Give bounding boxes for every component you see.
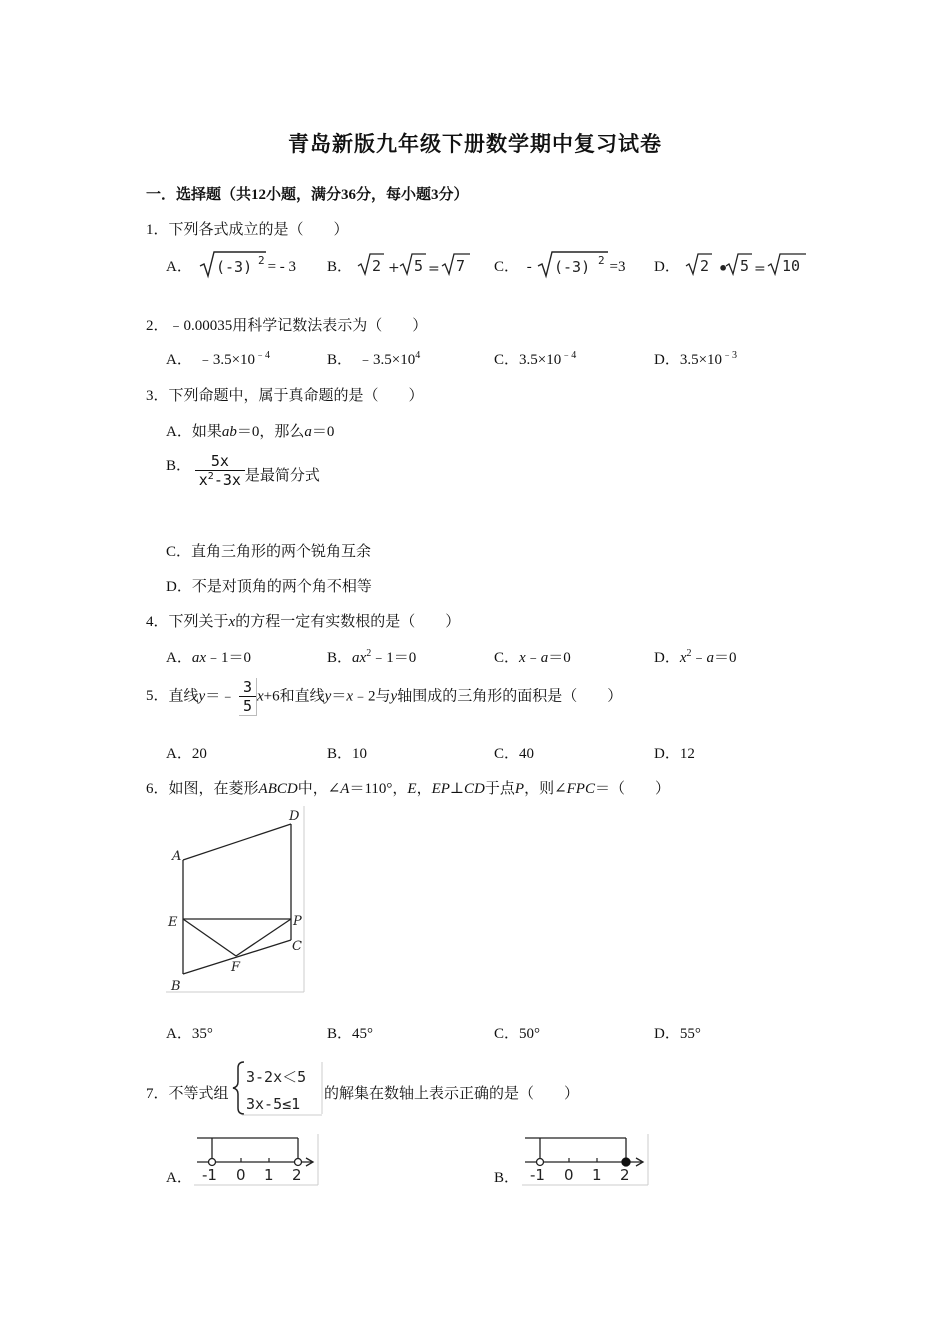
q7-ineq-2: 3x-5≤1 <box>246 1095 301 1113</box>
q2-option-c[interactable]: C．$3.5\times 10^{﹣4}$ <box>494 350 577 368</box>
q1a-exponent: 2 <box>257 254 265 267</box>
label-e: E <box>168 915 178 930</box>
label-b: B <box>171 979 181 994</box>
q1d-expr <box>684 252 814 283</box>
tick-label: 0 <box>564 1166 574 1184</box>
q1-option-d[interactable]: D． 2 • 5 = 10 <box>654 252 814 283</box>
label-c: C <box>292 939 302 954</box>
question-3-stem: 3．下列命题中，属于真命题的是（ ） <box>146 388 424 404</box>
question-7-stem-tail: 的解集在数轴上表示正确的是（ ） <box>324 1086 580 1102</box>
q1b-radicand-2: 5 <box>413 257 423 275</box>
q1c-radicand: (-3) <box>553 258 590 276</box>
q1c-radical-expr <box>536 250 610 285</box>
tick-label: -1 <box>530 1166 545 1184</box>
page-title: 青岛新版九年级下册数学期中复习试卷 <box>288 132 662 156</box>
q1-option-b[interactable]: B． 2 + 5 = 7 <box>327 252 496 283</box>
open-point-right <box>295 1159 302 1166</box>
tick-label: 1 <box>592 1166 602 1184</box>
segment-ef <box>183 919 236 956</box>
q1a-radicand: (-3) <box>215 258 252 276</box>
q1b-eq: = <box>427 261 440 277</box>
q6-option-a[interactable]: A．35° <box>166 1026 213 1042</box>
edge-ad <box>183 824 291 860</box>
tick-label: 2 <box>620 1166 630 1184</box>
q5-option-c[interactable]: C．40 <box>494 746 535 762</box>
q4-option-c[interactable]: C．x﹣a＝0 <box>494 650 571 666</box>
q1a-radical-expr <box>198 250 268 285</box>
question-2-stem: 2．﹣0.00035用科学记数法表示为（ ） <box>146 318 428 334</box>
q4-option-d[interactable]: D．$x^2﹣a=0$ <box>654 648 737 666</box>
q6-option-b[interactable]: B．45° <box>327 1026 374 1042</box>
label-d: D <box>289 809 300 824</box>
q2-option-b[interactable]: B． $﹣3.5\times 10^4$ <box>327 350 421 368</box>
question-1-stem: 1．下列各式成立的是（ ） <box>146 222 349 238</box>
label-f: F <box>231 960 241 975</box>
section-heading: 一．选择题（共12小题，满分36分，每小题3分） <box>146 187 469 203</box>
q1d-radicand-3: 10 <box>781 257 800 275</box>
q1d-op: • <box>717 259 728 278</box>
q3-option-d[interactable]: D．不是对顶角的两个角不相等 <box>166 579 372 595</box>
q5-option-b[interactable]: B．10 <box>327 746 368 762</box>
q2-option-a[interactable]: A． $﹣3.5\times 10^{﹣4}$ <box>166 350 271 368</box>
q1d-radicand-2: 5 <box>739 257 749 275</box>
q5-option-a[interactable]: A．20 <box>166 746 207 762</box>
q1-option-c[interactable]: C． - (-3) 2 =3 <box>494 250 625 285</box>
tick-label: -1 <box>202 1166 217 1184</box>
q2-option-d[interactable]: D．$3.5\times 10^{﹣3}$ <box>654 350 738 368</box>
q7-option-a[interactable]: A． <box>166 1170 192 1186</box>
q5-fraction: $\frac{3}{5}$ <box>239 678 257 716</box>
open-point-left <box>209 1159 216 1166</box>
tick-label: 2 <box>292 1166 302 1184</box>
segment-pf <box>236 919 291 956</box>
open-point-left <box>537 1159 544 1166</box>
closed-point-right <box>622 1158 630 1166</box>
q3-option-b[interactable]: B． $\frac{5x}{x^2-3x}$ 是最简分式 <box>166 452 320 489</box>
q1b-radicand-1: 2 <box>371 257 381 275</box>
q7a-number-line <box>194 1134 320 1191</box>
tick-label: 1 <box>264 1166 274 1184</box>
tick-label: 0 <box>236 1166 246 1184</box>
label-a: A <box>172 849 182 864</box>
q1d-radicand-1: 2 <box>699 257 709 275</box>
q3-option-c[interactable]: C．直角三角形的两个锐角互余 <box>166 544 372 560</box>
q1c-exponent: 2 <box>597 254 605 267</box>
q4-option-b[interactable]: B．$ax^2﹣1=0$ <box>327 648 417 666</box>
q3b-fraction: $\frac{5x}{x^2-3x}$ <box>195 452 245 489</box>
label-p: P <box>293 914 302 929</box>
q3-option-a[interactable]: A．如果ab＝0，那么a＝0 <box>166 424 335 440</box>
q7-ineq-1: 3-2x＜5 <box>246 1068 307 1086</box>
question-6-stem: 6．如图，在菱形ABCD中，∠A＝110°，E，EP⊥CD于点P，则∠FPC＝（ ） <box>146 781 670 797</box>
q1b-radicand-3: 7 <box>455 257 465 275</box>
q6-option-d[interactable]: D．55° <box>654 1026 701 1042</box>
question-5-stem: 5．直线y＝﹣ $\frac{3}{5}$ x+6和直线y＝x﹣2与y轴围成的三角形的面积是（ ） <box>146 678 623 715</box>
q7b-number-line <box>522 1134 650 1191</box>
q1b-op: + <box>387 260 400 276</box>
q7-inequality-system <box>232 1060 324 1121</box>
q1d-eq: = <box>753 261 766 277</box>
q5-option-d[interactable]: D．12 <box>654 746 695 762</box>
q6-option-c[interactable]: C．50° <box>494 1026 541 1042</box>
rhombus-figure <box>164 804 308 999</box>
question-4-stem: 4．下列关于x的方程一定有实数根的是（ ） <box>146 614 461 630</box>
q1b-expr <box>356 252 496 283</box>
q4-option-a[interactable]: A．ax﹣1＝0 <box>166 650 252 666</box>
q1-option-a[interactable]: A． (-3) 2 = - 3 <box>166 250 296 285</box>
question-7-stem-label: 7．不等式组 <box>146 1086 229 1102</box>
q7-option-b[interactable]: B． <box>494 1170 520 1186</box>
